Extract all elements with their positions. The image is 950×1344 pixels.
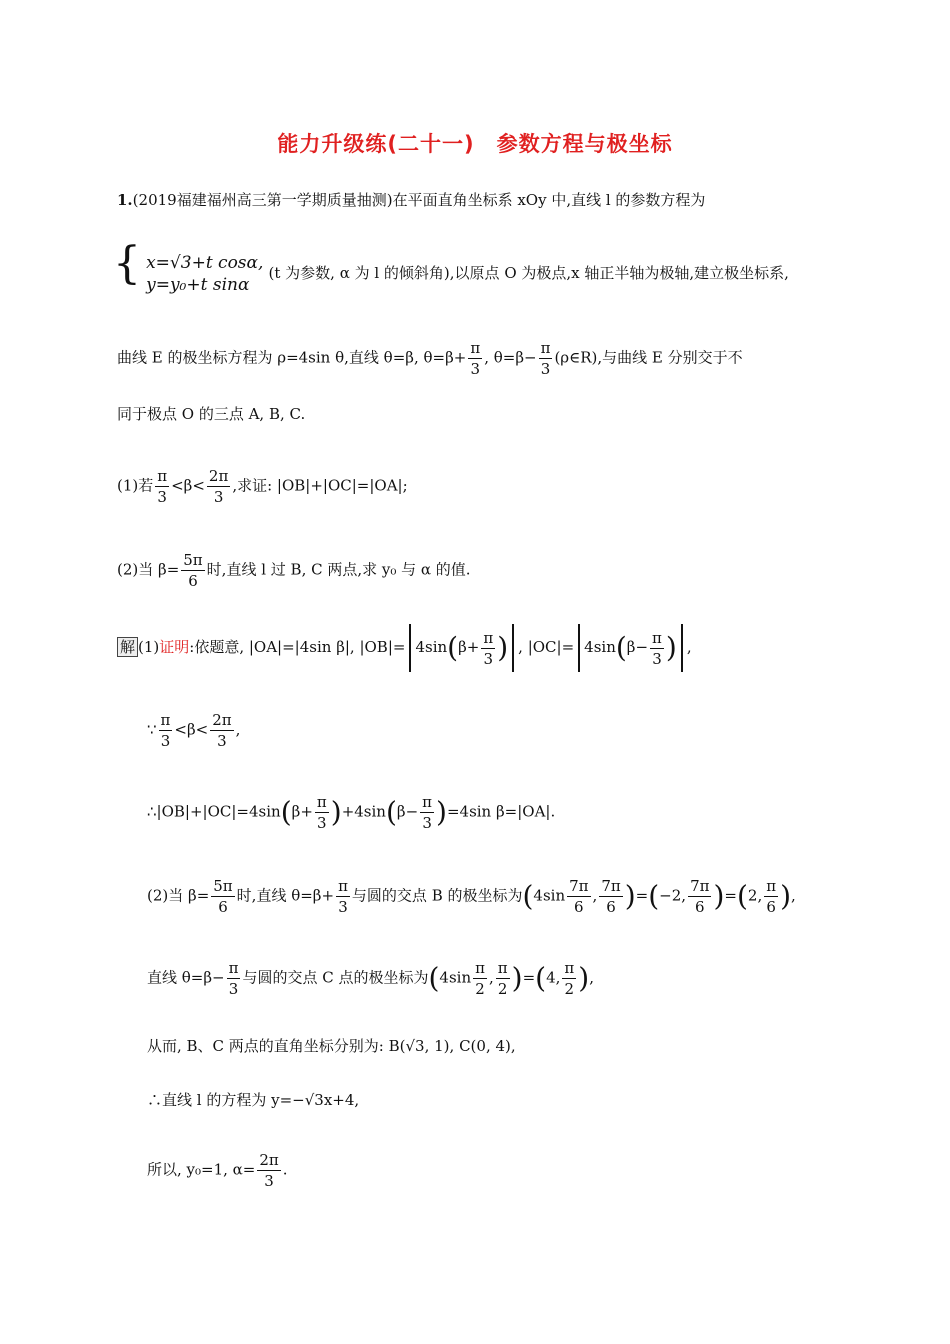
system-equations bbox=[146, 252, 263, 296]
abs-bar bbox=[409, 624, 411, 672]
s2-b: <β< bbox=[174, 720, 209, 739]
frac-den: 3 bbox=[652, 649, 662, 668]
frac-den: 6 bbox=[218, 898, 228, 916]
s5-d: , bbox=[488, 968, 494, 987]
fraction-pi-2 bbox=[562, 958, 576, 999]
part2-text-a: (2)当 β= bbox=[117, 560, 180, 579]
fraction-2pi-3 bbox=[210, 710, 233, 751]
frac-num: π bbox=[652, 628, 662, 647]
frac-num: 5π bbox=[213, 877, 233, 895]
fraction-pi-3 bbox=[336, 876, 350, 917]
problem-text-3a: 曲线 E 的极坐标方程为 ρ=4sin θ,直线 θ=β, θ=β+ bbox=[117, 348, 467, 367]
part2-text-b: 时,直线 l 过 B, C 两点,求 y₀ 与 α 的值. bbox=[206, 560, 471, 579]
paren-close: ) bbox=[665, 631, 677, 664]
frac-num: π bbox=[157, 467, 168, 485]
frac-den: 3 bbox=[160, 732, 171, 750]
abs-bar bbox=[578, 624, 580, 672]
solution-line-2 bbox=[147, 710, 240, 751]
frac-num: 7π bbox=[601, 877, 621, 895]
fraction-7pi-6 bbox=[688, 876, 711, 917]
s5-f: 4, bbox=[546, 968, 561, 987]
fraction-pi-3 bbox=[227, 958, 241, 999]
fraction-pi-3 bbox=[481, 628, 495, 669]
system-note: (t 为参数, α 为 l 的倾斜角),以原点 O 为极点,x 轴正半轴为极轴,建立极坐标系, bbox=[268, 264, 789, 282]
frac-num: 5π bbox=[183, 551, 203, 569]
frac-den: 6 bbox=[188, 572, 198, 590]
s4-h: = bbox=[724, 886, 737, 905]
frac-num: 2π bbox=[208, 467, 229, 485]
solution-line-3 bbox=[147, 792, 555, 833]
frac-num: π bbox=[475, 959, 485, 977]
frac-den: 3 bbox=[264, 1172, 274, 1190]
solution-line-4 bbox=[147, 876, 796, 917]
fraction-pi-3 bbox=[539, 338, 553, 379]
s4-i: 2, bbox=[747, 886, 763, 905]
paren-close: ) bbox=[436, 795, 447, 829]
problem-part-1 bbox=[117, 466, 408, 507]
s1-a: (1) bbox=[138, 638, 160, 656]
frac-den: 6 bbox=[766, 898, 776, 916]
frac-num: 7π bbox=[569, 877, 589, 895]
frac-den: 2 bbox=[564, 980, 575, 998]
page-title: 能力升级练(二十一) 参数方程与极坐标 bbox=[277, 132, 673, 156]
s1-f: 4sin bbox=[584, 638, 616, 656]
frac-den: 3 bbox=[157, 488, 167, 506]
s1-e: , |OC|= bbox=[518, 638, 575, 656]
paren-close: ) bbox=[497, 631, 509, 664]
frac-den: 3 bbox=[217, 732, 227, 750]
s4-e: , bbox=[592, 886, 598, 905]
fraction-pi-3 bbox=[468, 338, 482, 379]
s3-c: +4sin bbox=[341, 802, 386, 821]
frac-num: π bbox=[160, 711, 171, 729]
proof-label: 证明 bbox=[159, 638, 190, 656]
s1-c: 4sin bbox=[415, 638, 448, 656]
part1-text-c: ,求证: |OB|+|OC|=|OA|; bbox=[232, 476, 408, 495]
part1-text-b: <β< bbox=[171, 476, 205, 495]
s3-e: =4sin β=|OA|. bbox=[446, 802, 556, 821]
problem-part-2 bbox=[117, 550, 471, 591]
abs-bar bbox=[512, 624, 514, 672]
fraction-5pi-6 bbox=[211, 876, 234, 917]
frac-den: 3 bbox=[483, 649, 494, 668]
paren-close: ) bbox=[624, 879, 636, 913]
solution-tag: 解 bbox=[117, 637, 138, 657]
frac-den: 3 bbox=[470, 360, 481, 378]
solution-line-6: 从而, B、C 两点的直角坐标分别为: B(√3, 1), C(0, 4), bbox=[147, 1037, 516, 1055]
frac-den: 3 bbox=[540, 360, 551, 378]
frac-num: π bbox=[422, 793, 433, 811]
frac-den: 6 bbox=[574, 898, 584, 916]
frac-num: π bbox=[497, 959, 508, 977]
paren-open: ( bbox=[535, 961, 547, 995]
s2-a: ∵ bbox=[147, 720, 157, 739]
frac-num: π bbox=[470, 339, 481, 357]
paren-close: ) bbox=[713, 879, 725, 913]
frac-den: 3 bbox=[228, 980, 239, 998]
fraction-2pi-3 bbox=[207, 466, 230, 507]
frac-num: π bbox=[316, 793, 327, 811]
fraction-pi-2 bbox=[473, 958, 487, 999]
problem-text-3b: , θ=β− bbox=[484, 348, 537, 367]
s8-a: 所以, y₀=1, α= bbox=[147, 1160, 256, 1179]
fraction-pi-3 bbox=[315, 792, 329, 833]
problem-text-1: 在平面直角坐标系 xOy 中,直线 l 的参数方程为 bbox=[392, 191, 706, 209]
paren-close: ) bbox=[780, 879, 792, 913]
s5-a: 直线 θ=β− bbox=[147, 968, 225, 987]
problem-line-4: 同于极点 O 的三点 A, B, C. bbox=[117, 405, 306, 423]
problem-line-1 bbox=[117, 190, 705, 210]
fraction-pi-2 bbox=[496, 958, 510, 999]
s8-b: . bbox=[282, 1160, 288, 1179]
paren-close: ) bbox=[578, 961, 590, 995]
s2-c: , bbox=[235, 720, 241, 739]
frac-num: 2π bbox=[212, 711, 232, 729]
paren-open: ( bbox=[428, 961, 440, 995]
s1-g: β− bbox=[626, 638, 649, 656]
solution-line-5 bbox=[147, 958, 594, 999]
frac-num: 2π bbox=[259, 1151, 279, 1169]
part1-text-a: (1)若 bbox=[117, 476, 154, 495]
problem-text-3c: (ρ∈R),与曲线 E 分别交于不 bbox=[554, 348, 743, 367]
s3-b: β+ bbox=[291, 802, 313, 821]
frac-num: π bbox=[766, 877, 777, 895]
s5-b: 与圆的交点 C 点的极坐标为 bbox=[242, 968, 429, 987]
frac-den: 3 bbox=[338, 898, 348, 916]
fraction-7pi-6 bbox=[567, 876, 590, 917]
frac-den: 6 bbox=[606, 898, 616, 916]
frac-den: 2 bbox=[497, 980, 508, 998]
s5-g: , bbox=[589, 968, 594, 987]
frac-den: 3 bbox=[422, 814, 432, 832]
solution-line-8 bbox=[147, 1150, 288, 1191]
problem-line-3 bbox=[117, 338, 743, 379]
fraction-pi-3 bbox=[420, 792, 434, 833]
fraction-pi-6 bbox=[764, 876, 778, 917]
problem-source: (2019福建福州高三第一学期质量抽测) bbox=[132, 191, 393, 209]
s3-d: β− bbox=[396, 802, 419, 821]
s4-a: (2)当 β= bbox=[147, 886, 210, 905]
frac-num: π bbox=[338, 877, 348, 895]
paren-close: ) bbox=[511, 961, 523, 995]
fraction-2pi-3 bbox=[257, 1150, 280, 1191]
paren-open: ( bbox=[280, 795, 292, 829]
s3-a: ∴|OB|+|OC|=4sin bbox=[147, 802, 281, 821]
fraction-pi-3 bbox=[650, 628, 664, 669]
s4-c: 与圆的交点 B 的极坐标为 bbox=[351, 886, 523, 905]
frac-num: π bbox=[228, 959, 239, 977]
frac-num: 7π bbox=[690, 877, 710, 895]
frac-den: 2 bbox=[475, 980, 485, 998]
s1-h: , bbox=[686, 638, 692, 656]
paren-close: ) bbox=[330, 795, 342, 829]
paren-open: ( bbox=[615, 631, 627, 664]
s1-b: :依题意, |OA|=|4sin β|, |OB|= bbox=[189, 638, 406, 656]
fraction-7pi-6 bbox=[599, 876, 622, 917]
paren-open: ( bbox=[736, 879, 748, 913]
system-eq-y: y=y₀+t sinα bbox=[146, 274, 250, 295]
s4-f: = bbox=[635, 886, 649, 905]
paren-open: ( bbox=[522, 879, 534, 913]
problem-number: 1. bbox=[117, 191, 133, 209]
s1-d: β+ bbox=[458, 638, 480, 656]
parametric-system bbox=[113, 238, 789, 296]
fraction-5pi-6 bbox=[181, 550, 204, 591]
frac-den: 3 bbox=[317, 814, 327, 832]
frac-den: 3 bbox=[213, 488, 224, 506]
s4-j: , bbox=[791, 886, 796, 905]
brace-symbol: { bbox=[113, 238, 141, 289]
s4-g: −2, bbox=[659, 886, 687, 905]
frac-num: π bbox=[564, 959, 575, 977]
system-eq-x: x=√3+t cosα, bbox=[146, 252, 264, 273]
frac-den: 6 bbox=[694, 898, 705, 916]
fraction-pi-3 bbox=[155, 466, 169, 507]
frac-num: π bbox=[483, 628, 494, 647]
fraction-pi-3 bbox=[159, 710, 173, 751]
solution-line-7: ∴直线 l 的方程为 y=−√3x+4, bbox=[147, 1091, 360, 1109]
s4-d: 4sin bbox=[533, 886, 566, 905]
s5-e: = bbox=[522, 968, 536, 987]
paren-open: ( bbox=[385, 795, 397, 829]
s4-b: 时,直线 θ=β+ bbox=[236, 886, 335, 905]
solution-line-1 bbox=[117, 624, 692, 672]
paren-open: ( bbox=[447, 631, 459, 664]
abs-bar bbox=[681, 624, 683, 672]
paren-open: ( bbox=[648, 879, 660, 913]
s5-c: 4sin bbox=[439, 968, 472, 987]
frac-num: π bbox=[540, 339, 551, 357]
